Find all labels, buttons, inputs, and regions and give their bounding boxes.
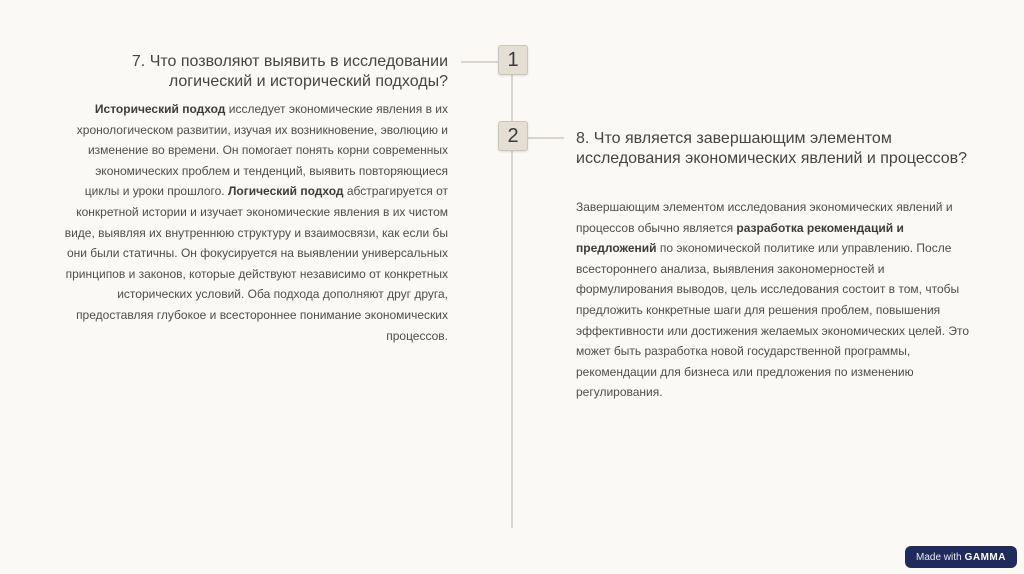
question-8-answer [576,197,974,403]
step-marker-2: 2 [498,121,528,151]
question-8-title-line1: 8. Что является завершающим элементом [576,130,892,147]
answer-7-text-2: абстрагируется от конкретной истории и изучает экономические явления в их чистом виде, выявляя их внутреннюю структуру и взаимосвязи, как если бы они были статичны. Он фокусируется на выявлении универсальных принципов и законов, которые действуют независимо от конкретных исторических условий. Оба подхода дополняют друг друга, предоставляя глубокое и всестороннее понимание экономических процессов. [64,184,448,343]
question-8-title [576,129,996,169]
term-historical-approach: Исторический подход [94,102,226,116]
connector-2 [526,137,564,139]
gamma-logo: GAMMA [964,551,1006,563]
term-recommendations: разработка рекомендаций и предложений [576,220,904,256]
step-marker-1: 1 [498,45,528,75]
answer-7-text-1: исследует экономические явления в их хронологическом развитии, изучая их возникновение, эволюцию и изменение во времени. Он помогает понять корни современных экономических проблем и тенденций, выявить повторяющиеся циклы и уроки прошлого. [76,102,448,199]
question-7-title-line1: 7. Что позволяют выявить в исследовании [131,53,448,70]
answer-8-text-1: Завершающим элементом исследования экономических явлений и процессов обычно является [576,200,953,235]
question-7-title-line2: логический и исторический подходы? [168,73,448,90]
made-with-gamma-badge[interactable] [905,546,1017,568]
question-7-title [60,52,448,92]
connector-1 [461,61,499,63]
question-7-answer [58,99,448,346]
badge-prefix: Made with [916,551,962,563]
term-logical-approach: Логический подход [227,184,344,199]
answer-8-text-2: по экономической политике или управлению. После всестороннего анализа, выявления закономерностей и формулирования выводов, цель исследования состоит в том, чтобы предложить конкретные шаги для решения проблем, повышения эффективности или достижения желаемых экономических целей. Это может быть разработка новой государственной программы, рекомендации для бизнеса или предложения по изменению регулирования. [576,241,970,400]
question-8-title-line2: исследования экономических явлений и процессов? [576,150,968,167]
